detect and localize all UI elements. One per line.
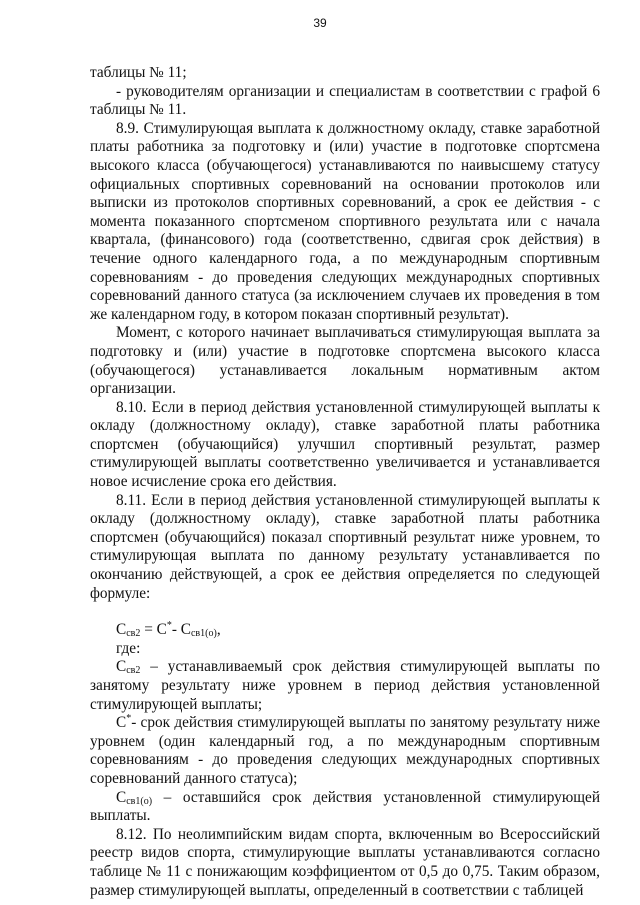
paragraph-8-11: 8.11. Если в период действия установленной стимулирующей выплаты к окладу (должностному окладу), ставке заработной платы работника спортсмен (обучающийся) показал спортивный результат ниже уровнем, то стимулирующая выплата по данному результату устанавливается по окончанию действующей, а срок ее действия определяется по следующей формуле:	[90, 491, 600, 602]
paragraph-8-9: 8.9. Стимулирующая выплата к должностному окладу, ставке заработной платы работника за подготовку и (или) участие в подготовке спортсмена высокого класса (обучающегося) устанавливаются по наивысшему статусу официальных спортивных соревнований на основании протоколов или выписки из протоколов спортивных соревнований, а срок ее действия - с момента показанного спортсменом спортивного результата или с начала квартала, (финансового) года (соответственно, сдвигая срок действия) в течение одного календарного года, а по международным спортивным соревнованиям - до проведения следующих международных спортивных соревнований данного статуса (за исключением случаев их проведения в том же календарном году, в котором показан спортивный результат).	[90, 119, 600, 323]
formula-equals: =	[140, 621, 157, 639]
definition-c-star: С*- срок действия стимулирующей выплаты по занятому результату ниже уровнем (один календарный год, а по международным спортивным соревнованиям - до проведения следующих международных спортивных соревнований данного статуса);	[90, 713, 600, 787]
where-label: где:	[116, 639, 141, 657]
document-body	[90, 64, 600, 900]
paragraph-moment: Момент, с которого начинает выплачиваться стимулирующая выплата за подготовку и (или) участие в подготовке спортсмена высокого класса (обучающегося) устанавливается локальным нормативным актом организации.	[90, 324, 600, 398]
paragraph-8-10: 8.10. Если в период действия установленной стимулирующей выплаты к окладу (должностному окладу), ставке заработной платы работника спортсмен (обучающийся) улучшил спортивный результат, размер стимулирующей выплаты соответственно увеличивается и устанавливается новое исчисление срока его действия.	[90, 398, 600, 491]
formula-lhs: $С_{св2}$	[116, 621, 141, 640]
definition-csv2: $С_{св2}$ – устанавливаемый срок действия стимулирующей выплаты по занятому результату ниже уровнем в период действия установленной стимулирующей выплаты;	[90, 658, 600, 713]
definition-csv1: $С_{св1(о)}$ – оставшийся срок действия установленной стимулирующей выплаты.	[90, 788, 600, 825]
paragraph-managers: - руководителям организации и специалистам в соответствии с графой 6 таблицы № 11.	[90, 82, 600, 119]
formula-minus: -	[171, 621, 181, 639]
formula: $С_{св2} = С^*-$ $С_{св1(о)}$,	[116, 620, 221, 640]
page-number: 39	[313, 16, 327, 30]
formula-rhs: $С_{св1(о)}$	[180, 621, 217, 640]
formula-c: С*	[156, 620, 172, 639]
paragraph-8-12: 8.12. По неолимпийским видам спорта, включенным во Всероссийский реестр видов спорта, стимулирующие выплаты устанавливаются согласно таблице № 11 с понижающим коэффициентом от 0,5 до 0,75. Таким образом, размер стимулирующей выплаты, определенный в соответствии с таблицей	[90, 825, 600, 899]
paragraph-table-ref: таблицы № 11;	[90, 64, 187, 81]
